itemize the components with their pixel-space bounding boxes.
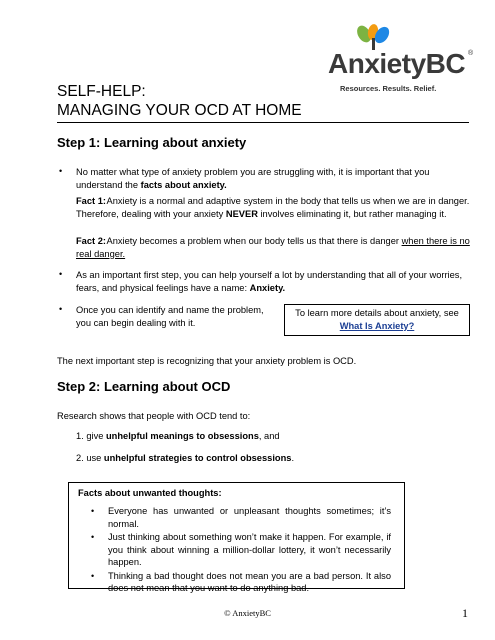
logo-wordmark: AnxietyBC [328, 48, 466, 79]
bullet-dot: • [59, 304, 63, 314]
anxietybc-logo [328, 22, 478, 100]
title-line-2: MANAGING YOUR OCD AT HOME [57, 102, 302, 119]
transition-text: The next important step is recognizing that your anxiety problem is OCD. [57, 356, 357, 366]
step1-bullet-1: No matter what type of anxiety problem you are struggling with, it is important that you understand the facts about anxiety. [76, 167, 430, 190]
step1-bullet-2: As an important first step, you can help yourself a lot by understanding that all of your worries, fears, and physical feelings have a name: Anxiety. [76, 270, 463, 293]
step2-item-2: 2. use unhelpful strategies to control obsessions. [76, 453, 295, 463]
list-item: • Everyone has unwanted or unpleasant thoughts sometimes; it’s normal. [91, 506, 391, 529]
fact-1-label: Fact 1: [76, 196, 106, 206]
bullet-dot: • [91, 506, 95, 516]
page-number: 1 [462, 606, 468, 620]
list-item: • Thinking a bad thought does not mean you are a bad person. It also does not mean that you want to do anything bad. [91, 570, 391, 593]
footer-copyright: © AnxietyBC [224, 608, 271, 618]
bullet-dot: • [59, 166, 63, 176]
step2-item-1: 1. give unhelpful meanings to obsessions, and [76, 431, 280, 441]
step1-heading: Step 1: Learning about anxiety [57, 135, 247, 150]
list-item: • Just thinking about something won’t make it happen. For example, if you think about winning a million-dollar lottery, it won’t necessarily happen. [91, 532, 391, 567]
bullet-dot: • [59, 269, 63, 279]
bullet-dot: • [91, 570, 95, 581]
page-title [57, 82, 302, 120]
facts-about-unwanted-thoughts-box [68, 482, 405, 593]
facts-list [91, 505, 391, 596]
step1-bullet-3: Once you can identify and name the problem, you can begin dealing with it. [76, 305, 264, 328]
fact-1: Fact 1: Anxiety is a normal and adaptive system in the body that tells us when we are in danger. Therefore, dealing with your anxiety NEVER involves eliminating it, but rather managing it. [76, 196, 470, 219]
what-is-anxiety-link[interactable]: What Is Anxiety? [339, 321, 415, 331]
registered-mark: ® [468, 50, 474, 57]
learn-more-box: To learn more details about anxiety, see What Is Anxiety? [284, 304, 470, 336]
title-line-1: SELF-HELP: [57, 83, 146, 100]
fact-2: Fact 2: Anxiety becomes a problem when our body tells us that there is danger when there is no real danger. [76, 236, 470, 259]
title-divider [57, 122, 469, 123]
step2-intro: Research shows that people with OCD tend to: [57, 411, 251, 421]
fact-2-label: Fact 2: [76, 236, 106, 246]
bullet-dot: • [91, 532, 95, 542]
step2-heading: Step 2: Learning about OCD [57, 379, 231, 394]
logo-tagline: Resources. Results. Relief. [340, 84, 437, 93]
facts-box-title: Facts about unwanted thoughts: [78, 488, 222, 498]
